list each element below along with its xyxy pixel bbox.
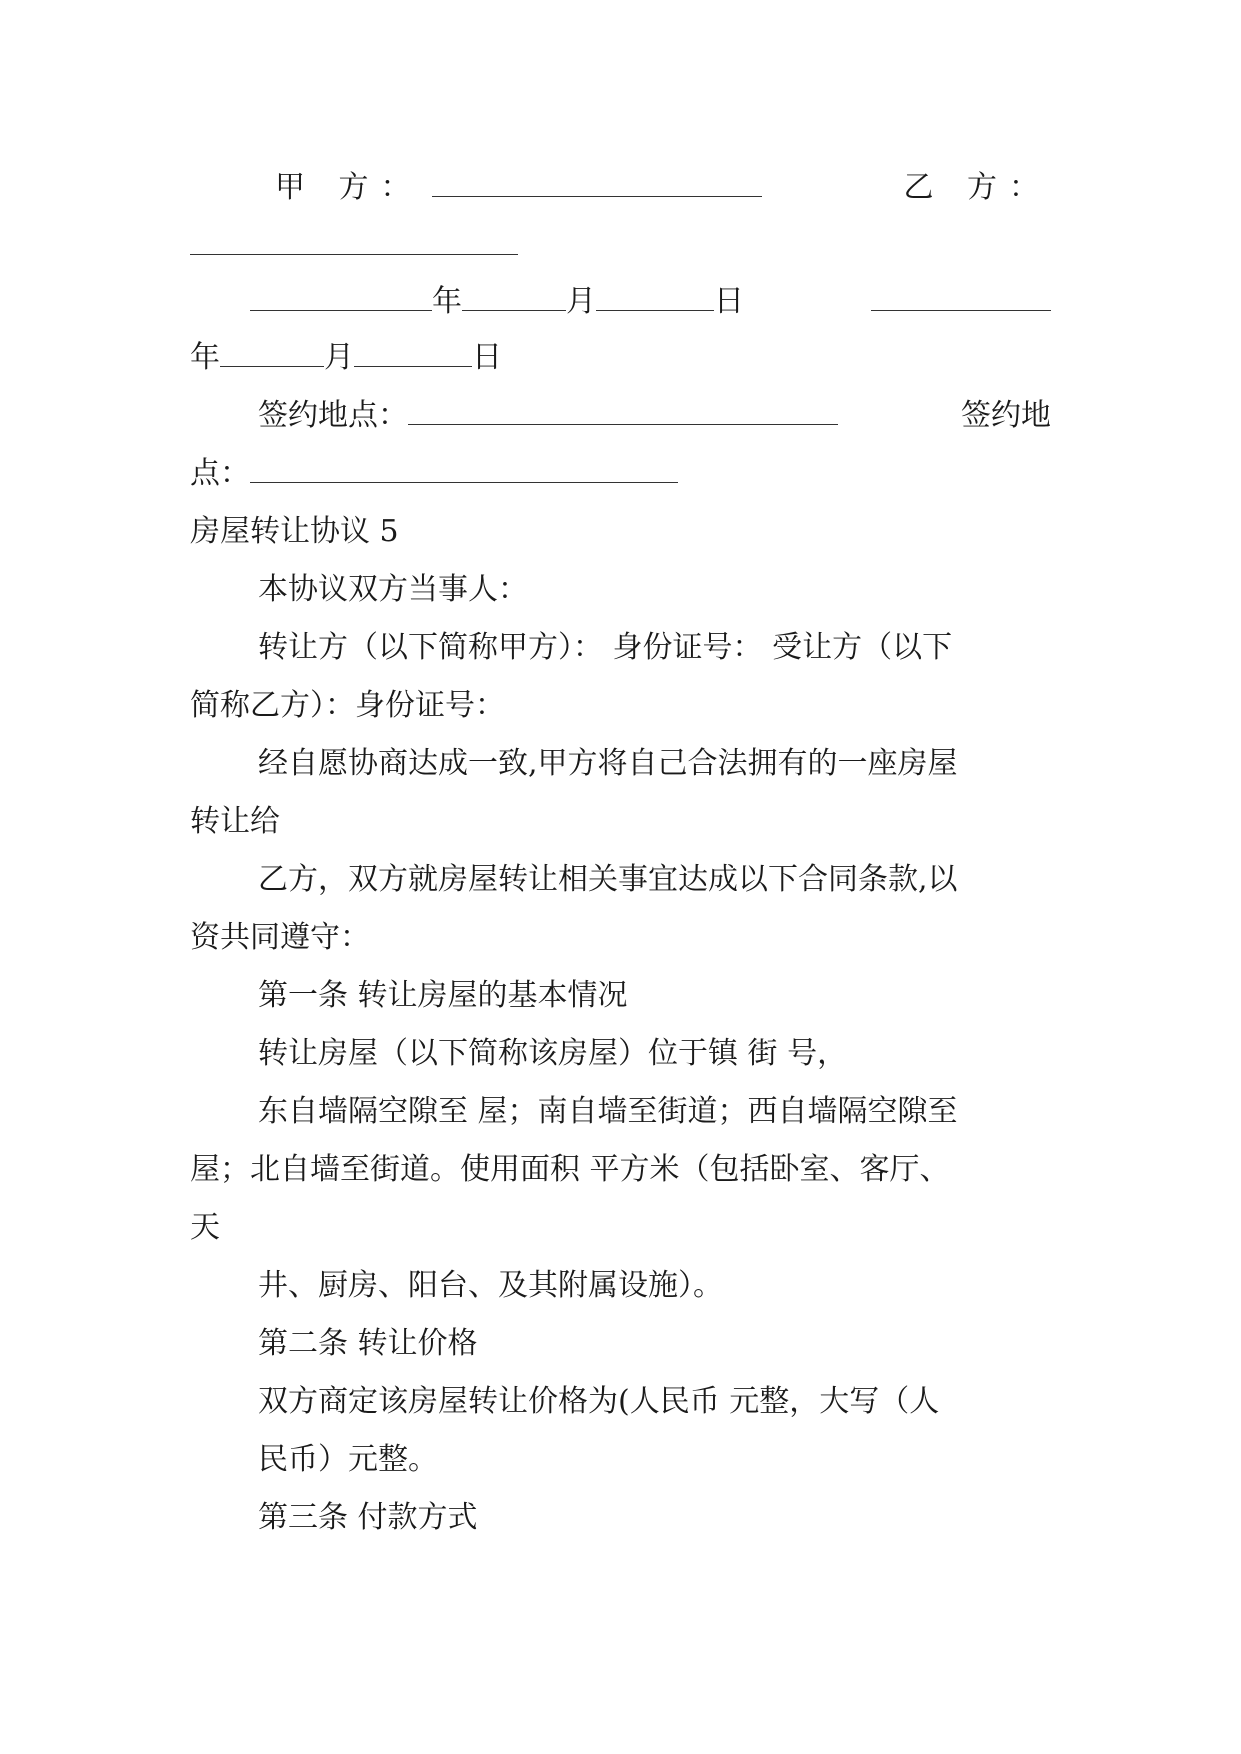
party-b-blank-line [190, 228, 518, 264]
party-b-blank [190, 230, 518, 255]
body-line: 简称乙方）：身份证号： [190, 688, 505, 723]
article-1-heading: 第一条 转让房屋的基本情况 [258, 978, 628, 1013]
date-a-line [250, 284, 744, 320]
date-b-blank-line [871, 284, 1051, 320]
body-line: 屋；北自墙至街道。使用面积 平方米（包括卧室、客厅、 [190, 1152, 950, 1187]
place-b-label-line [961, 398, 1051, 434]
body-line: 井、厨房、阳台、及其附属设施）。 [258, 1268, 723, 1303]
agreement-title: 房屋转让协议 5 [190, 514, 399, 549]
date-b-line [190, 340, 502, 376]
body-line: 转让方（以下简称甲方）： 身份证号： 受让方（以下 [258, 630, 953, 665]
date-b-year: 年 [190, 340, 220, 375]
date-b-month: 月 [324, 340, 354, 375]
party-b-label: 乙 方： [903, 170, 1051, 205]
date-b-day: 日 [472, 340, 502, 375]
body-line: 天 [190, 1210, 220, 1245]
place-a-blank [408, 400, 838, 425]
party-a-blank [432, 172, 762, 197]
place-a-line [258, 398, 838, 434]
place-b-blank [250, 458, 678, 483]
date-a-year: 年 [432, 284, 462, 319]
body-line: 转让房屋（以下简称该房屋）位于镇 街 号， [258, 1036, 848, 1071]
place-b-label-part2: 点： [190, 456, 250, 491]
place-b-line [190, 456, 678, 492]
body-line: 乙方，双方就房屋转让相关事宜达成以下合同条款,以 [258, 862, 958, 897]
body-line: 资共同遵守： [190, 920, 370, 955]
body-line: 转让给 [190, 804, 280, 839]
article-3-heading: 第三条 付款方式 [258, 1500, 478, 1535]
body-line: 东自墙隔空隙至 屋；南自墙至街道；西自墙隔空隙至 [258, 1094, 958, 1129]
body-line: 双方商定该房屋转让价格为(人民币 元整，大写（人 [258, 1384, 940, 1419]
party-a-line [275, 170, 762, 206]
place-b-label-part1: 签约地 [961, 398, 1051, 433]
body-line: 经自愿协商达成一致,甲方将自己合法拥有的一座房屋 [258, 746, 958, 781]
party-a-label: 甲 方： [275, 170, 423, 205]
body-line: 民币）元整。 [258, 1442, 438, 1477]
party-b-label-line [903, 170, 1051, 206]
date-a-month: 月 [566, 284, 596, 319]
article-2-heading: 第二条 转让价格 [258, 1326, 478, 1361]
place-a-label: 签约地点： [258, 398, 408, 433]
body-line: 本协议双方当事人： [258, 572, 528, 607]
date-b-year-blank [871, 286, 1051, 311]
date-a-day: 日 [714, 284, 744, 319]
